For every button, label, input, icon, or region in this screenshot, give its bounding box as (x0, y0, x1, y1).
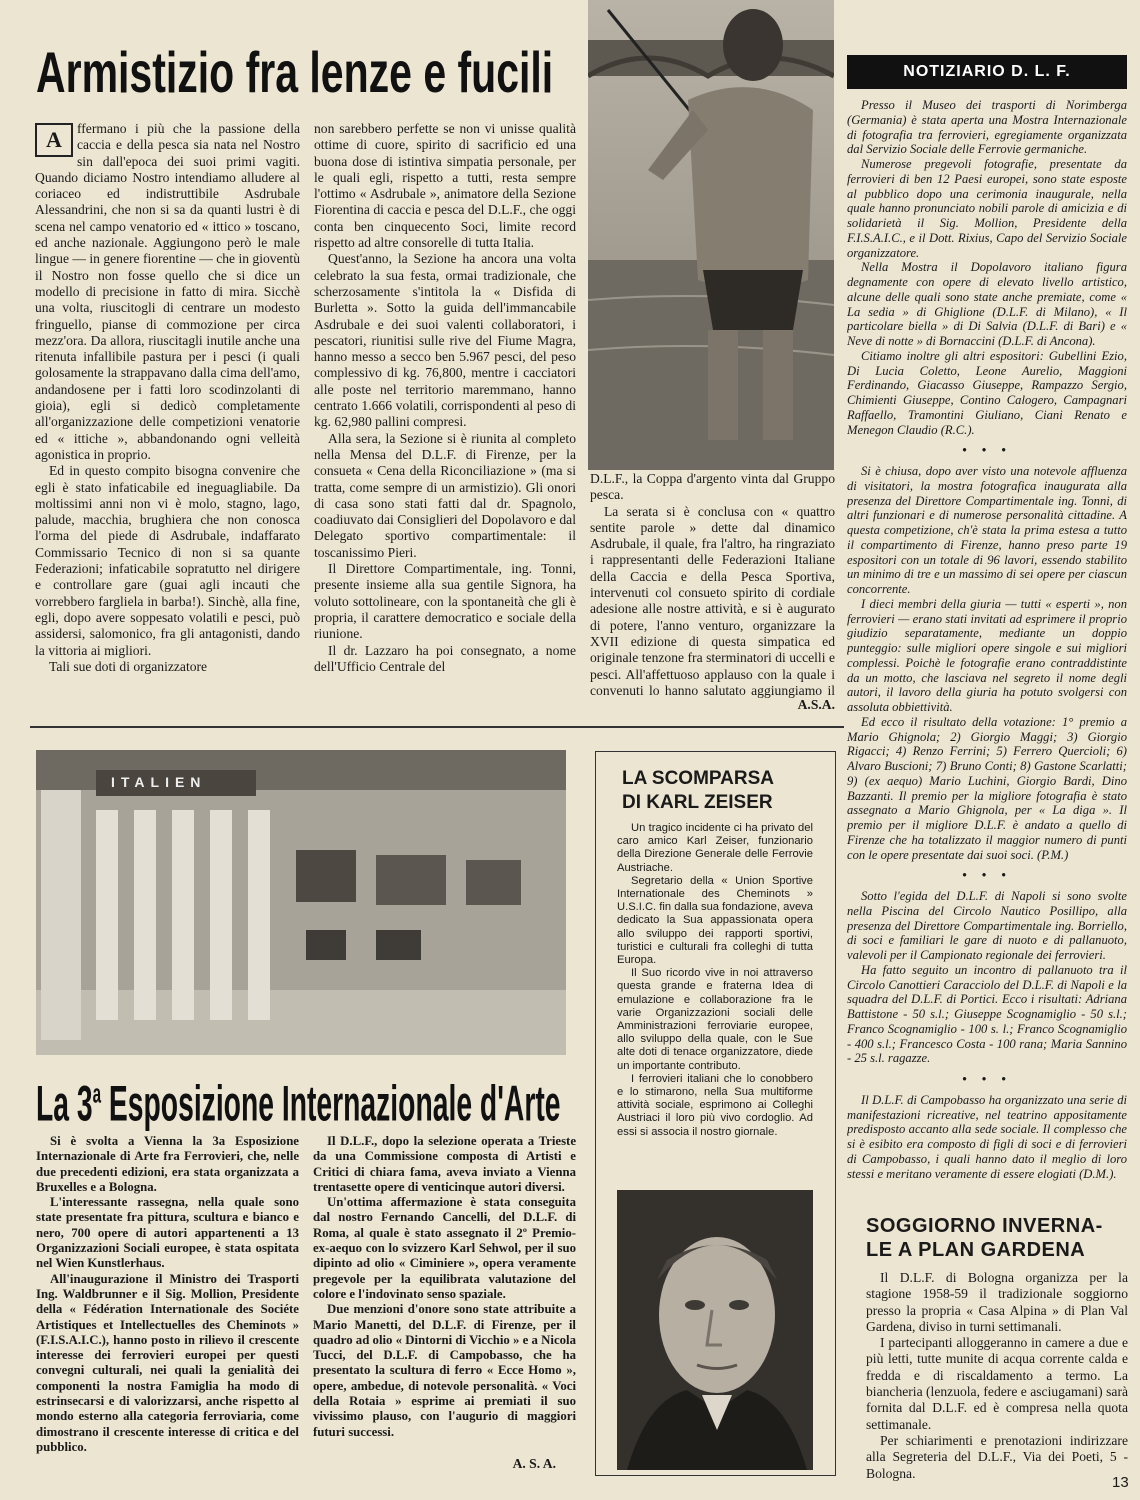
notiziario-para: Ha fatto seguito un incontro di pallanuoto tra il Circolo Canottieri Caracciolo del D.L.F. di Napoli e la squadra del D.L.F. di Portici. Ecco i risultati: Adriana Battistone - 50 s.l.; Giuseppe Scognamiglio - 50 s.l.; Franco Scognamiglio - 100 s. l.; Franco Scognamiglio - 400 s.l.; Francesco Costa - 100 rana; Maria Sannino - 25 s.l. ragazze. (847, 962, 1127, 1066)
armistizio-signature: A.S.A. (797, 697, 835, 712)
esposizione-signature: A. S. A. (512, 1456, 556, 1471)
soggiorno-para: Per schiarimenti e prenotazioni indirizzare alla Segreteria del D.L.F., Via dei Poeti, 5 - Bologna. (866, 1432, 1128, 1481)
esposizione-para: Il D.L.F., dopo la selezione operata a Trieste da una Commissione composta di Artisti e Critici di chiara fama, aveva inviato a Vienna trentasette opere di venticinque autori diversi. (313, 1134, 576, 1194)
armistizio-para: Tali sue doti di organizzatore (49, 658, 208, 674)
armistizio-para: non sarebbero perfette se non vi unisse qualità ottime di cuore, spirito di sacrificio ed una buona dose di istintiva simpatia personale, per le quali egli, rispetto a tutti, resta sempre l'ottimo « Asdrubale », animatore della Sezione Fiorentina di caccia e pesca del D.L.F., che oggi conta ben cinquecento Soci, limite record rispetto ad altre consorelle di tutta Italia. (314, 121, 576, 251)
notiziario-column (847, 98, 1127, 1201)
zeiser-title-line: DI KARL ZEISER (622, 792, 773, 813)
armistizio-column-2 (314, 121, 576, 719)
notiziario-header: NOTIZIARIO D. L. F. (847, 55, 1127, 89)
soggiorno-column (866, 1270, 1128, 1492)
notiziario-para: Presso il Museo dei trasporti di Norimberga (Germania) è stata aperta una Mostra Internazionale di fotografia tra ferrovieri, egregiamente organizzata dal Servizio Sociale delle Ferrovie germaniche. (847, 98, 1127, 157)
zeiser-para: Un tragico incidente ci ha privato del caro amico Karl Zeiser, funzionario della Direzione Generale delle Ferrovie Austriache. (617, 822, 813, 874)
esposizione-para: Si è svolta a Vienna la 3a Esposizione Internazionale di Arte fra Ferrovieri, che, nelle due precedenti edizioni, era stata organizzata a Bruxelles e a Bologna. (36, 1134, 299, 1194)
page-number: 13 (1112, 1474, 1129, 1491)
section-separator: • • • (962, 443, 1012, 458)
esposizione-para: All'inaugurazione il Ministro dei Trasporti Ing. Waldbrunner e il Sig. Mollion, Presidente della « Fédération Internationale des Sociéte Artistiques et Intellectuelles des Cheminots » (F.I.S.A.I.C.), hanno posto in rilievo il crescente interesse dei ferrovieri europei per questi convegni culturali, nei quali la genialità dei componenti la nostra Famiglia ha modo di estrinsecarsi e di valorizzarsi, anche rispetto al mondo esterno alla categoria ferroviaria, come dimostrano il crescente interesse di critica e del pubblico. (36, 1271, 299, 1454)
notiziario-para: Si è chiusa, dopo aver visto una notevole affluenza di visitatori, la mostra fotografica inaugurata alla presenza del Direttore Compartimentale ing. Tonni, di altri funzionari e di numerose personalità cittadine. A questa competizione, ch'è stata la prima estesa a tutto il compartimento di Firenze, hanno preso parte 19 espositori con un totale di 96 lavori, essendo stabilito un minimo di tre e un massimo di sei opere per ciascun concorrente. (847, 464, 1127, 596)
notiziario-para: Nella Mostra il Dopolavoro italiano figura degnamente con opere di elevato livello artistico, alcune delle quali sono state anche premiate, come « La sedia » di Ghiglione (D.L.F. di Milano), « Il particolare biella » di Di Salvia (D.L.F. di Bari) e « Neve di notte » di Bornaccini (D.L.F. di Ancona). (847, 260, 1127, 348)
armistizio-column-3 (590, 471, 835, 699)
soggiorno-title-line: SOGGIORNO INVERNA- (866, 1215, 1103, 1237)
zeiser-column (617, 822, 813, 1174)
notiziario-para: Numerose pregevoli fotografie, presentate da ferrovieri di ben 12 Paesi europei, sono state esposte al pubblico dopo una cerimonia inaugurale, nella quale hanno pronunciato nobili parole di amicizia e di solidarietà il Sig. Mollion, Presidente della F.I.S.A.I.C., e il Dott. Rixius, Capo del Servizio Sociale organizzatore. (847, 157, 1127, 260)
esposizione-column-2 (313, 1134, 576, 1452)
notiziario-para: Citiamo inoltre gli altri espositori: Gubellini Ezio, Di Lucia Coletto, Leone Aurelio, Maggioni Ferdinando, Giacasso Giuseppe, Rampazzo Sergio, Chimienti Giuseppe, Contino Calogero, Campagnari Raffaello, Tramontini Giuliano, Ciani Renato e Menegon Claudio (R.C.). (847, 348, 1127, 437)
armistizio-headline: Armistizio fra lenze e fucili (36, 40, 554, 105)
notiziario-para: Sotto l'egida del D.L.F. di Napoli si sono svolte nella Piscina del Circolo Nautico Posillipo, alla presenza del Direttore Compartimentale ing. Borriello, di soci e familiari le gare di nuoto e di pallanuoto, valevoli per il Campionato regionale dei ferrovieri. (847, 889, 1127, 962)
armistizio-column-1 (35, 121, 300, 719)
exhibition-sign: ITALIEN (111, 774, 207, 790)
section-separator: • • • (962, 868, 1012, 883)
armistizio-para: ffermano i più che la passione della caccia e della pesca sia nata nel Nostro sin dall'epoca dei suoi primi vagiti. Quando diciamo Nostro intendiamo alludere al coriaceo ed indistruttibile Asdrubale Alessandrini, che non si sa da quanti lustri è di scena nel campo venatorio ed « ittico » toscano, ed anche nazionale. Aggiungono però le male lingue — in genere fiorentine — che in gioventù il Nostro non fosse quello che si dice un modello di precisione in fatto di mira. Sicchè una volta, riuscitogli di centrare un modesto fringuello, pianse di commozione per circa mezz'ora. Da allora, riuscitagli inutile anche una ritenuta infallibile pastura per i pesci (i quali golosamente la strappavano dalla cima dell'amo, andandosene per i fatti loro scodinzolanti di gioia), egli si dedicò completamente all'organizzazione delle competizioni venatorie ed « ittiche », abbandonando ogni velleità agonistica in proprio. (35, 121, 300, 462)
zeiser-para: Il Suo ricordo vive in noi attraverso questa grande e fraterna Idea di emulazione e collaborazione fra le varie Organizzazioni sociali delle Amministrazioni ferroviarie europee, allo sviluppo della quale, con le Sue alte doti di tenace organizzatore, diede un importante contributo. (617, 967, 813, 1072)
notiziario-para: Il D.L.F. di Campobasso ha organizzato una serie di manifestazioni ricreative, nel teatrino appositamente predisposto accanto alla sede sociale. Il complesso che si è esibito era composto di figli di soci e di ferrovieri di Campobasso, i quali hanno dato il meglio di loro stessi e meritano veramente di essere elogiati (D.M.). (847, 1092, 1127, 1181)
armistizio-para: Quest'anno, la Sezione ha ancora una volta celebrato la sua festa, ormai tradizionale, che scherzosamente s'intitola la « Disfida di Burletta ». Sotto la guida dell'immancabile Asdrubale e dei suoi valenti collaboratori, i pescatori, riunitisi sulle rive del Fiume Magra, hanno messo a secco ben 5.967 pesci, del peso complessivo di kg. 76,800, mentre i cacciatori alle poste nel territorio maremmano, hanno centrato 1.666 volatili, corrispondenti al peso di kg. 62,980 pallini compresi. (314, 251, 576, 430)
armistizio-para: Il Direttore Compartimentale, ing. Tonni, presente insieme alla sua gentile Signora, ha voluto sottolineare, con la spontaneità che gli è propria, il carattere democratico e sociale della riunione. (314, 561, 576, 642)
armistizio-para: Il dr. Lazzaro ha poi consegnato, a nome dell'Ufficio Centrale del (314, 642, 576, 674)
esposizione-column-1 (36, 1134, 299, 1482)
esposizione-para: Un'ottima affermazione è stata conseguita dal nostro Fernando Cancelli, del D.L.F. di Roma, al quale è stato assegnato il 2º Premio-ex-aequo con lo svizzero Karl Sehwol, per il suo dipinto ad olio « Ciminiere », opera veramente pregevole per la equilibrata valutazione del colore e l'indovinato senso spaziale. (313, 1195, 576, 1301)
armistizio-para: La serata si è conclusa con « quattro sentite parole » dette dal dinamico Asdrubale, il quale, fra l'altro, ha ringraziato i rappresentanti delle Federazioni Italiane della Caccia e della Pesca Sportiva, intervenuti col consueto spirito di cordiale adesione alle nostre attività, e si è augurato di potere, l'anno venturo, organizzare la XVII edizione di questa simpatica ed originale tenzone fra sterminatori di uccelli e pesci. All'affettuoso applauso con la quale i convenuti lo hanno salutato aggiungiamo il (590, 503, 835, 698)
esposizione-title-sup: a (92, 1078, 102, 1109)
esposizione-headline (36, 1066, 561, 1131)
esposizione-title-pre: La 3 (36, 1075, 93, 1132)
esposizione-para: Due menzioni d'onore sono state attribuite a Mario Manetti, del D.L.F. di Firenze, per il quadro ad olio « Dintorni di Vicchio » e a Nicola Tucci, del D.L.F. di Campobasso, che ha presentato la scultura di ferro « Ecce Homo », opere, ambedue, di notevole personalità. « Voci della Rotaia » esprime ai premiati il suo vivissimo plauso, con l'augurio di maggiori futuri successi. (313, 1302, 576, 1439)
notiziario-para: I dieci membri della giuria — tutti « esperti », non ferrovieri — erano stati invitati ad esprimere il proprio giudizio separatamente, mediante un doppio punteggio: sulle migliori opere singole e sui migliori complessi. Poichè le fotografie erano contraddistinte da un motto, che lasciava nel segreto il nome degli autori, il lavoro della giuria ha potuto svolgersi con assoluta obbiettività. (847, 596, 1127, 714)
armistizio-para: Ed in questo compito bisogna convenire che egli è stato infaticabile ed ineguagliabile. Da moltissimi anni non vi è molo, stagno, lago, palude, macchia, brughiera che non conosca l'orma del piede di Asdrubale, indaffarato Commissario Tecnico di non si sa quante Federazioni; infaticabile sopratutto nel dirigere e controllare gare (guai agli incauti che vorrebbero fargliela in barba!). Sinchè, alla fine, egli, dopo avere soppesato volatili e pesci, può assidersi, salomonico, fra gli antagonisti, dando la vittoria ai migliori. (35, 463, 300, 658)
soggiorno-headline (866, 1214, 1136, 1262)
drop-cap: A (35, 123, 73, 157)
section-divider (30, 726, 844, 728)
portrait-illustration (617, 1190, 813, 1470)
zeiser-para: I ferrovieri italiani che lo conobbero e lo stimarono, nella Sua multiforme attività sociale, esprimono ai Colleghi Austriaci il loro più vivo cordoglio. Ad essi si associa il nostro giornale. (617, 1072, 813, 1138)
section-separator: • • • (962, 1072, 1012, 1086)
zeiser-portrait (617, 1190, 813, 1470)
zeiser-headline (622, 767, 822, 815)
soggiorno-title-line: LE A PLAN GARDENA (866, 1239, 1086, 1261)
armistizio-para: Alla sera, la Sezione si è riunita al completo nella Mensa del D.L.F. di Firenze, per la consueta « Cena della Riconciliazione » (ma si tratta, come sempre di un armistizio). Gli onori di casa sono stati fatti dal dr. Spagnolo, coadiuvato dai Consiglieri del Dopolavoro e dal Delegato sportivo compartimentale: il toscanissimo Pieri. (314, 430, 576, 560)
zeiser-para: Segretario della « Union Sportive Internationale des Cheminots » U.S.I.C. fin dalla sua fondazione, aveva dedicato la Sua appassionata opera allo sviluppo dei rapporti sportivi, turistici e culturali fra colleghi di tutta Europa. (617, 874, 813, 967)
exhibition-photo (36, 750, 566, 1055)
fisherman-photo (588, 0, 834, 470)
fisherman-illustration (588, 0, 834, 470)
soggiorno-para: I partecipanti alloggeranno in camere a due e più letti, tutte munite di acqua corrente calda e fredda e di riscaldamento a termo. La biancheria (lenzuola, federe e asciugamani) sarà fornita dal D.L.F. ed è compresa nella quota settimanale. (866, 1335, 1128, 1432)
esposizione-para: L'interessante rassegna, nella quale sono state presentate fra pittura, scultura e bianco e nero, 700 opere di autori appartenenti a 13 Organizzazioni Sociali europee, è stata ospitata nel Wien Kunstlerhaus. (36, 1195, 299, 1271)
zeiser-title-line: LA SCOMPARSA (622, 768, 774, 789)
armistizio-para: D.L.F., la Coppa d'argento vinta dal Gruppo pesca. (590, 471, 835, 503)
notiziario-para: Ed ecco il risultato della votazione: 1° premio a Mario Ghignola; 2) Giorgio Maggi; 3) Giorgio Rigacci; 4) Renzo Ferrini; 5) Ferrero Quercioli; 6) Alvaro Buscioni; 7) Bruno Conti; 8) Gastone Scarlatti; 9) (ex aequo) Mario Luchini, Giorgio Bardi, Dino Bazzanti. Il premio per la migliore fotografia è stato assegnato a Mario Ghignola, per « La diga ». Il premio per il migliore D.L.F. è andato a quello di Firenze che ha totalizzato il maggior numero di punti con le opere presentate dai suoi soci. (P.M.) (847, 714, 1127, 862)
esposizione-title-post: Esposizione Internazionale d'Arte (101, 1075, 561, 1132)
soggiorno-para: Il D.L.F. di Bologna organizza per la stagione 1958-59 il tradizionale soggiorno presso la propria « Casa Alpina » di Plan Val Gardena, diviso in turni settimanali. (866, 1270, 1128, 1334)
exhibition-illustration (36, 750, 566, 1055)
